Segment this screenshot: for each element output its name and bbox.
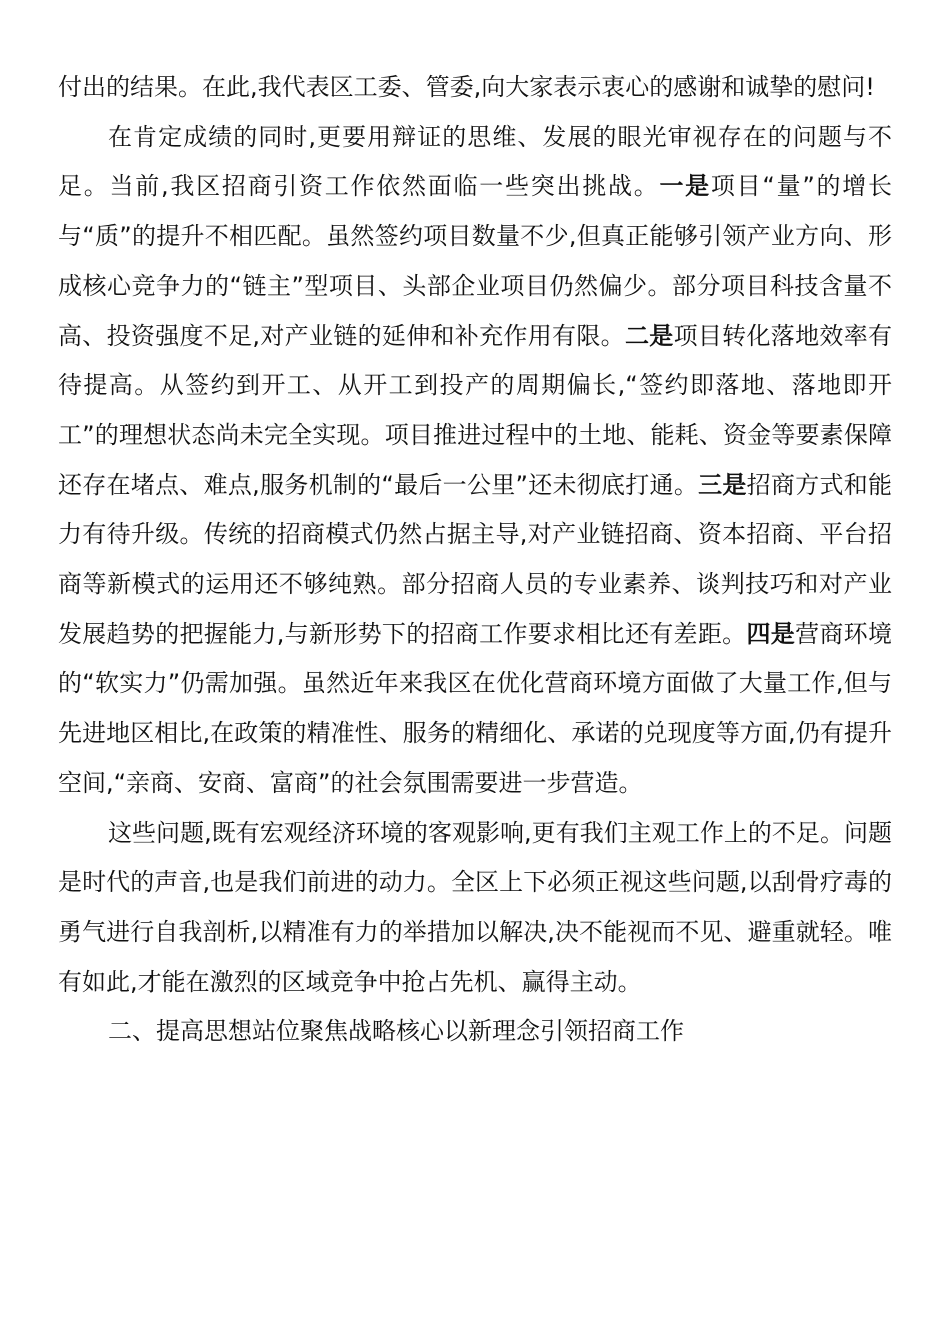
paragraph-gratitude <box>58 63 892 113</box>
bold-marker-second: 二是 <box>624 321 674 350</box>
text-run: 招商方式和能力有待升级。传统的招商模式仍然占据主导,对产业链招商、资本招商、平台招商等新模式的运用还不够纯熟。部分招商人员的专业素养、谈判技巧和对产业发展趋势的把握能力,与新形势下的招商工作要求相比还有差距。 <box>58 470 893 648</box>
text-run: 在肯定成绩的同时,更要用辩证的思维、发展的眼光审视存在的问题与不足。当前,我区招商引资工作依然面临一些突出挑战。 <box>58 122 892 201</box>
text-run: 二、提高思想站位聚焦战略核心以新理念引领招商工作 <box>108 1017 684 1046</box>
text-run: 付出的结果。在此,我代表区工委、管委,向大家表示衷心的感谢和诚挚的慰问! <box>58 73 875 101</box>
paragraph-challenges <box>58 113 892 809</box>
bold-marker-first: 一是 <box>659 172 711 201</box>
bold-marker-third: 三是 <box>698 470 747 499</box>
section-heading <box>58 1007 892 1057</box>
bold-marker-fourth: 四是 <box>746 619 796 648</box>
text-run: 这些问题,既有宏观经济环境的客观影响,更有我们主观工作上的不足。问题是时代的声音,也是我们前进的动力。全区上下必须正视这些问题,以刮骨疗毒的勇气进行自我剖析,以精准有力的举措加以解决,决不能视而不见、避重就轻。唯有如此,才能在激烈的区域竞争中抢占先机、赢得主动。 <box>58 818 892 996</box>
text-run: 项目转化落地效率有待提高。从签约到开工、从开工到投产的周期偏长,“签约即落地、落地即开工”的理想状态尚未完全实现。项目推进过程中的土地、能耗、资金等要素保障还存在堵点、难点,服务机制的“最后一公里”还未彻底打通。 <box>58 321 892 499</box>
paragraph-problem-analysis <box>58 809 892 1008</box>
text-run: 项目“量”的增长与“质”的提升不相匹配。虽然签约项目数量不少,但真正能够引领产业方向、形成核心竞争力的“链主”型项目、头部企业项目仍然偏少。部分项目科技含量不高、投资强度不足,对产业链的延伸和补充作用有限。 <box>58 172 892 350</box>
text-run: 营商环境的“软实力”仍需加强。虽然近年来我区在优化营商环境方面做了大量工作,但与先进地区相比,在政策的精准性、服务的精细化、承诺的兑现度等方面,仍有提升空间,“亲商、安商、富商”的社会氛围需要进一步营造。 <box>58 619 892 797</box>
